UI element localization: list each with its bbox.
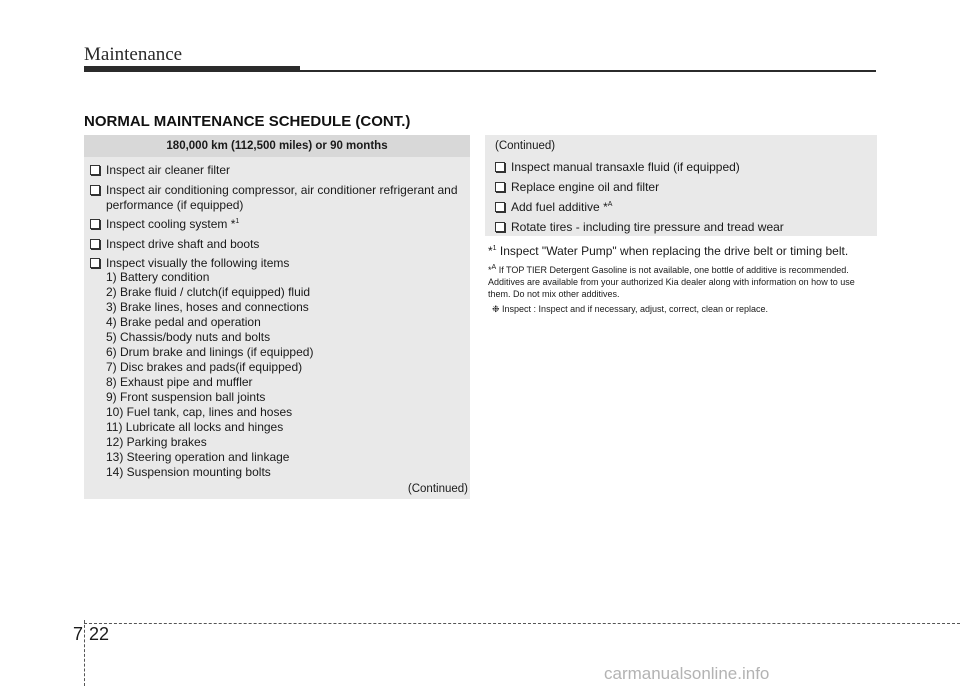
footnote-2 [488,264,878,300]
sub-item: 4) Brake pedal and operation [106,315,261,329]
item-label-wrap [106,217,239,232]
item-label: Add fuel additive * [511,200,608,214]
checkbox-icon [90,185,100,195]
header-bar-line [300,70,876,72]
footer-divider-vertical [84,620,85,686]
continued-label: (Continued) [495,140,556,152]
sub-item: 1) Battery condition [106,270,210,284]
footnote-mark: * [488,244,493,258]
checkbox-icon [495,162,505,172]
sub-item: 7) Disc brakes and pads(if equipped) [106,360,303,374]
left-schedule-panel [84,135,470,499]
header-title: Maintenance [84,44,183,65]
item-label: Replace engine oil and filter [511,180,660,194]
checkbox-icon [90,258,100,268]
section-title: NORMAL MAINTENANCE SCHEDULE (CONT.) [84,113,411,130]
checkbox-icon [90,165,100,175]
page-number: 22 [89,624,110,644]
sub-item: 13) Steering operation and linkage [106,450,290,464]
item-label: Inspect air cleaner filter [106,163,231,177]
checkbox-icon [495,222,505,232]
schedule-heading: 180,000 km (112,500 miles) or 90 months [84,135,470,157]
continued-label: (Continued) [407,483,468,495]
sub-item: 11) Lubricate all locks and hinges [106,420,284,434]
item-label: Inspect drive shaft and boots [106,237,260,251]
sub-item: 12) Parking brakes [106,435,207,449]
sub-item: 8) Exhaust pipe and muffler [106,375,253,389]
footnote-3: ❉ Inspect : Inspect and if necessary, adjust, correct, clean or replace. [492,304,769,314]
footer-divider-horizontal [84,623,960,624]
checkbox-icon [495,182,505,192]
item-label: Inspect manual transaxle fluid (if equipped) [511,160,740,174]
sub-item: 2) Brake fluid / clutch(if equipped) fluid [106,285,311,299]
footnote-mark: * [488,265,492,275]
item-label: Rotate tires - including tire pressure and tread wear [511,220,784,234]
item-label: Inspect cooling system * [106,217,236,231]
footnote-1 [488,244,848,258]
sub-item: 10) Fuel tank, cap, lines and hoses [106,405,293,419]
footnote-ref: A [607,201,613,208]
footnote-sup: A [491,264,497,271]
footnote-text: If TOP TIER Detergent Gasoline is not available, one bottle of additive is recommended. Additives are available from your authorized Kia dealer along with information on how to use them. Do not mix other additives. [488,265,855,299]
header-bar-dark [84,66,300,72]
item-label: Inspect air conditioning compressor, air conditioner refrigerant and [106,183,458,197]
sub-item: 6) Drum brake and linings (if equipped) [106,345,314,359]
watermark: carmanualsonline.info [604,664,770,683]
footnote-text: Inspect "Water Pump" when replacing the drive belt or timing belt. [496,244,849,258]
sub-item: 5) Chassis/body nuts and bolts [106,330,271,344]
sub-item: 3) Brake lines, hoses and connections [106,300,309,314]
checkbox-icon [90,239,100,249]
checkbox-icon [90,219,100,229]
chapter-number: 7 [73,624,84,644]
sub-item: 14) Suspension mounting bolts [106,465,271,479]
item-label-wrap [511,200,612,215]
footnote-sup: 1 [492,245,497,252]
sub-item: 9) Front suspension ball joints [106,390,266,404]
footnote-ref: 1 [235,218,240,225]
item-label: Inspect visually the following items [106,256,290,270]
item-label-cont: performance (if equipped) [106,198,244,212]
right-schedule-panel [485,135,877,236]
checkbox-icon [495,202,505,212]
